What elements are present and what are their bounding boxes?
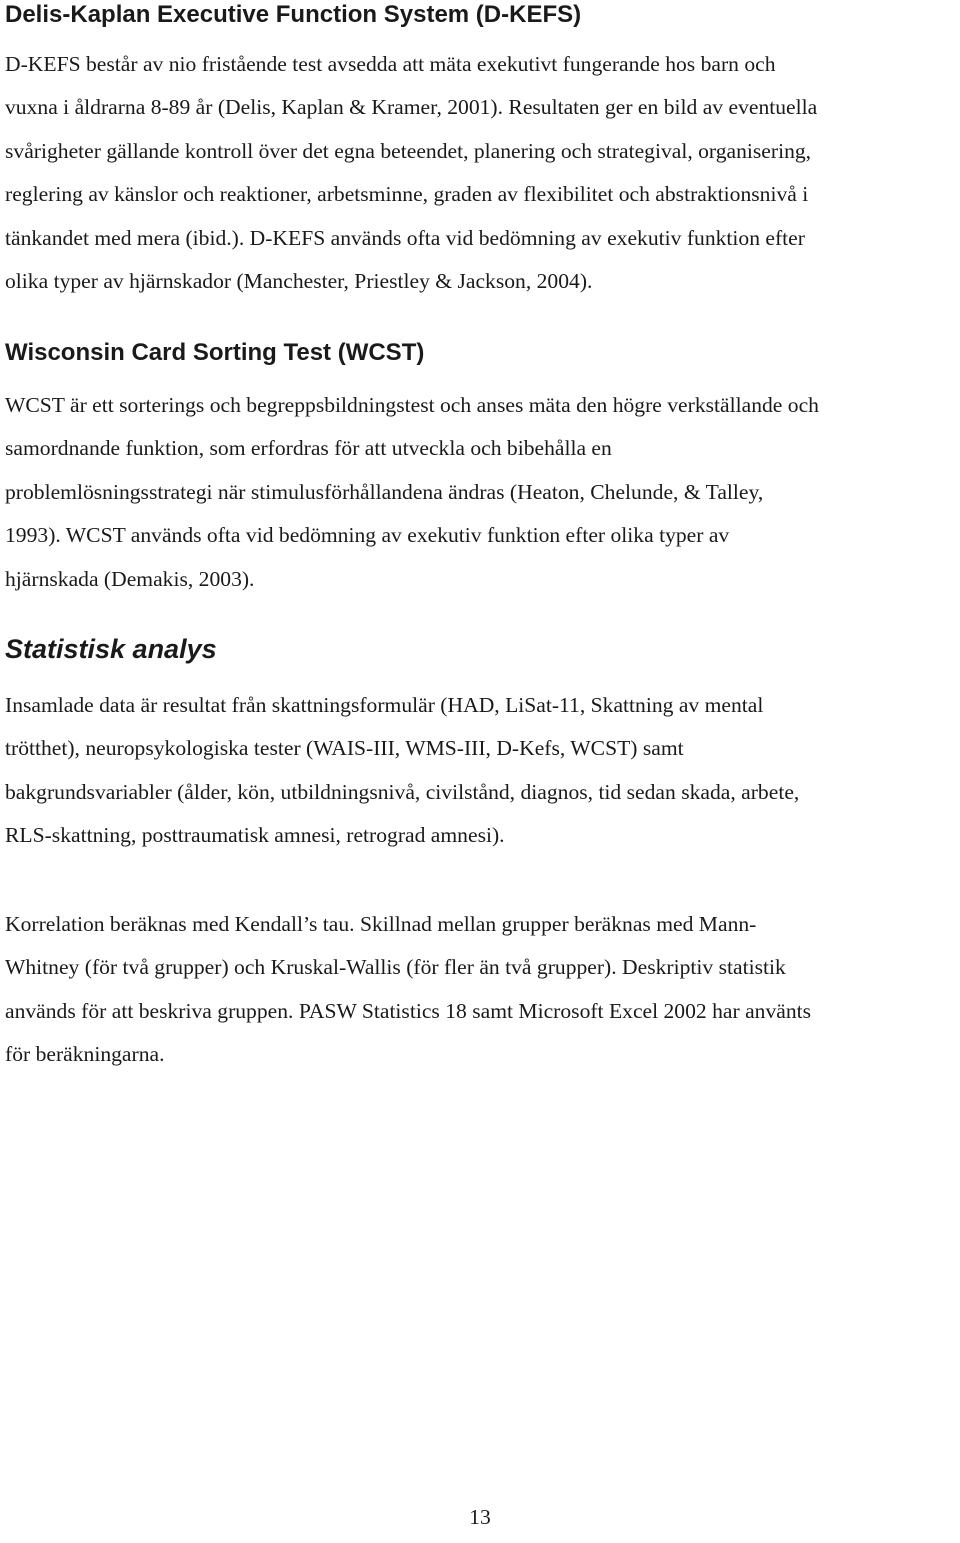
paragraph-dkefs [5,43,960,303]
text-line: bakgrundsvariabler (ålder, kön, utbildningsnivå, civilstånd, diagnos, tid sedan skada, arbete, [5,779,800,804]
page-number: 13 [469,1505,491,1529]
text-line: samordnande funktion, som erfordras för att utveckla och bibehålla en [5,436,612,461]
text-line: RLS-skattning, posttraumatisk amnesi, retrograd amnesi). [5,823,505,848]
text-line: reglering av känslor och reaktioner, arbetsminne, graden av flexibilitet och abstraktionsnivå i [5,182,809,207]
text-line: tänkandet med mera (ibid.). D-KEFS används ofta vid bedömning av exekutiv funktion efter [5,225,805,250]
text-line: Korrelation beräknas med Kendall’s tau. Skillnad mellan grupper beräknas med Mann- [5,912,757,936]
paragraph-statistical-methods [5,903,960,1077]
text-line: 1993). WCST används ofta vid bedömning av exekutiv funktion efter olika typer av [5,523,730,548]
text-line: hjärnskada (Demakis, 2003). [5,566,255,591]
text-line: WCST är ett sorterings och begreppsbildningstest och anses mäta den högre verkställande och [5,393,819,417]
text-line: problemlösningsstrategi när stimulusförhållandena ändras (Heaton, Chelunde, & Talley, [5,479,764,504]
text-line: D-KEFS består av nio fristående test avsedda att mäta exekutivt fungerande hos barn och [5,52,776,76]
text-line: svårigheter gällande kontroll över det egna beteendet, planering och strategival, organisering, [5,138,812,163]
section-heading-statistisk-analys: Statistisk analys [5,634,217,664]
paragraph-data-sources [5,684,960,858]
section-heading-dkefs: Delis-Kaplan Executive Function System (D-KEFS) [5,1,582,28]
paragraph-wcst [5,384,960,601]
text-line: används för att beskriva gruppen. PASW Statistics 18 samt Microsoft Excel 2002 har använts [5,998,812,1023]
text-line: Insamlade data är resultat från skattningsformulär (HAD, LiSat-11, Skattning av mental [5,693,764,717]
text-line: vuxna i åldrarna 8-89 år (Delis, Kaplan & Kramer, 2001). Resultaten ger en bild av eventuella [5,95,818,120]
text-line: för beräkningarna. [5,1042,165,1067]
text-line: olika typer av hjärnskador (Manchester, Priestley & Jackson, 2004). [5,269,593,294]
section-heading-wcst: Wisconsin Card Sorting Test (WCST) [5,339,425,366]
text-line: trötthet), neuropsykologiska tester (WAIS-III, WMS-III, D-Kefs, WCST) samt [5,736,684,761]
text-line: Whitney (för två grupper) och Kruskal-Wallis (för fler än två grupper). Deskriptiv statistik [5,955,786,980]
